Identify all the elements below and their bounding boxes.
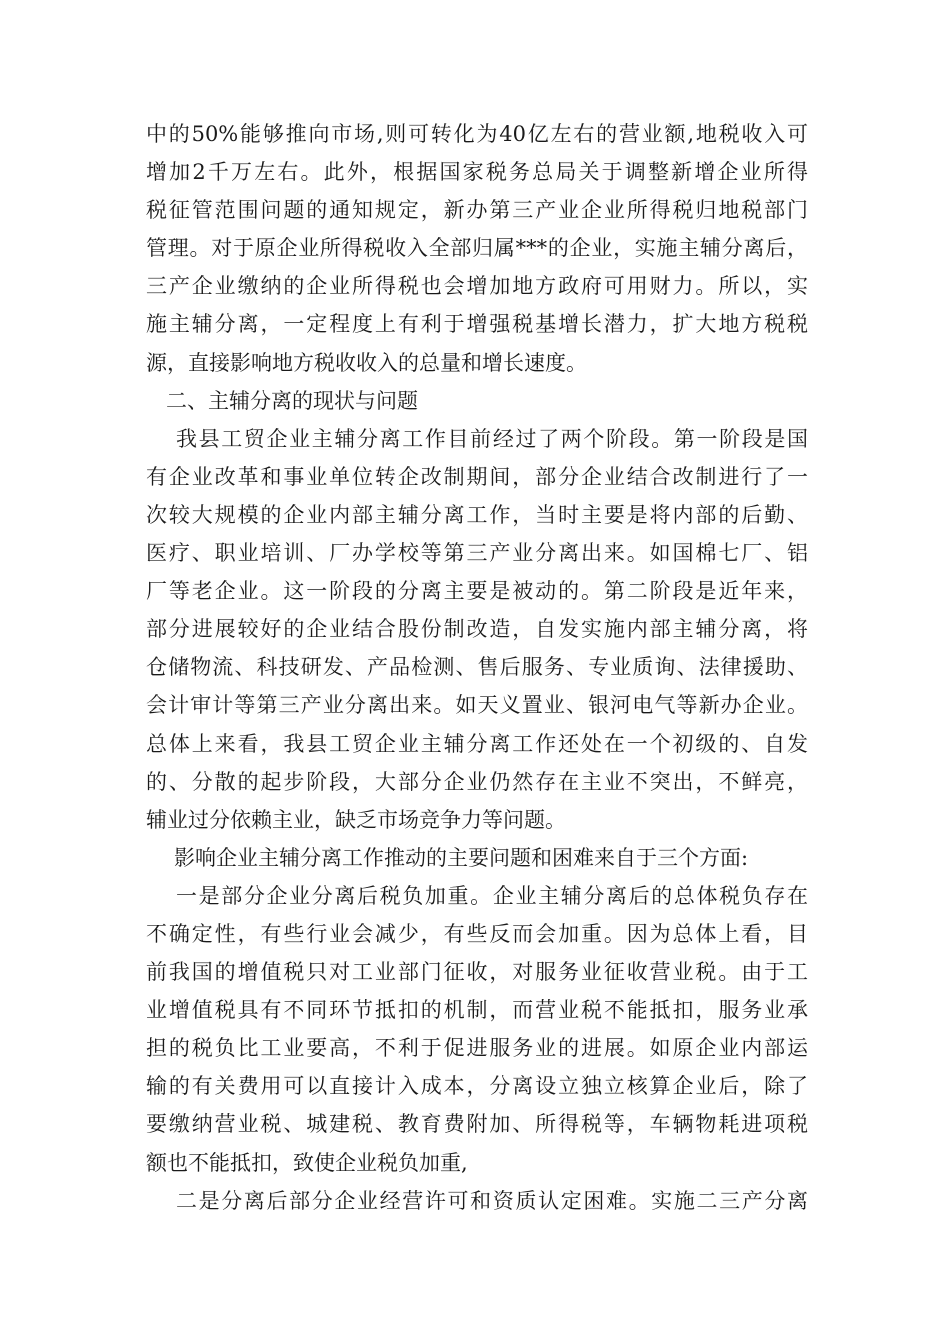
text-line: 增加2千万左右。此外，根据国家税务总局关于调整新增企业所得 [146, 160, 808, 185]
text-line: 源，直接影响地方税收收入的总量和增长速度。 [146, 350, 587, 375]
text-line: 三产企业缴纳的企业所得税也会增加地方政府可用财力。所以，实 [146, 274, 808, 299]
text-line: 要缴纳营业税、城建税、教育费附加、所得税等，车辆物耗进项税 [146, 1112, 808, 1137]
text-line: 不确定性，有些行业会减少，有些反而会加重。因为总体上看，目 [146, 921, 808, 946]
text-line: 次较大规模的企业内部主辅分离工作，当时主要是将内部的后勤、 [146, 502, 808, 527]
text-line: 我县工贸企业主辅分离工作目前经过了两个阶段。第一阶段是国 [176, 426, 808, 451]
text-line: 输的有关费用可以直接计入成本，分离设立独立核算企业后，除了 [146, 1074, 808, 1099]
section-heading: 二、主辅分离的现状与问题 [166, 388, 418, 413]
text-line: 影响企业主辅分离工作推动的主要问题和困难来自于三个方面: [174, 845, 749, 870]
text-line: 前我国的增值税只对工业部门征收，对服务业征收营业税。由于工 [146, 960, 808, 985]
text-line: 仓储物流、科技研发、产品检测、售后服务、专业质询、法律援助、 [146, 655, 808, 680]
document-body [146, 115, 808, 1220]
text-line: 一是部分企业分离后税负加重。企业主辅分离后的总体税负存在 [176, 883, 808, 908]
text-line: 担的税负比工业要高，不利于促进服务业的进展。如原企业内部运 [146, 1036, 808, 1061]
text-line: 管理。对于原企业所得税收入全部归属***的企业，实施主辅分离后， [146, 236, 808, 261]
text-line: 中的50%能够推向市场,则可转化为40亿左右的营业额,地税收入可 [146, 122, 808, 146]
text-line: 额也不能抵扣，致使企业税负加重, [146, 1150, 468, 1175]
text-line: 会计审计等第三产业分离出来。如天义置业、银河电气等新办企业。 [146, 693, 808, 718]
text-line: 二是分离后部分企业经营许可和资质认定困难。实施二三产分离 [176, 1188, 808, 1213]
text-line: 厂等老企业。这一阶段的分离主要是被动的。第二阶段是近年来， [146, 579, 808, 604]
text-line: 有企业改革和事业单位转企改制期间，部分企业结合改制进行了一 [146, 464, 808, 489]
text-line: 辅业过分依赖主业，缺乏市场竞争力等问题。 [146, 807, 566, 832]
text-line: 税征管范围问题的通知规定，新办第三产业企业所得税归地税部门 [146, 198, 808, 223]
text-line: 医疗、职业培训、厂办学校等第三产业分离出来。如国棉七厂、铝 [146, 541, 808, 566]
text-line: 的、分散的起步阶段，大部分企业仍然存在主业不突出，不鲜亮， [146, 769, 808, 794]
text-line: 施主辅分离，一定程度上有利于增强税基增长潜力，扩大地方税税 [146, 312, 808, 337]
text-line: 总体上来看，我县工贸企业主辅分离工作还处在一个初级的、自发 [146, 731, 808, 756]
text-line: 部分进展较好的企业结合股份制改造，自发实施内部主辅分离，将 [146, 617, 808, 642]
text-line: 业增值税具有不同环节抵扣的机制，而营业税不能抵扣，服务业承 [146, 998, 808, 1023]
